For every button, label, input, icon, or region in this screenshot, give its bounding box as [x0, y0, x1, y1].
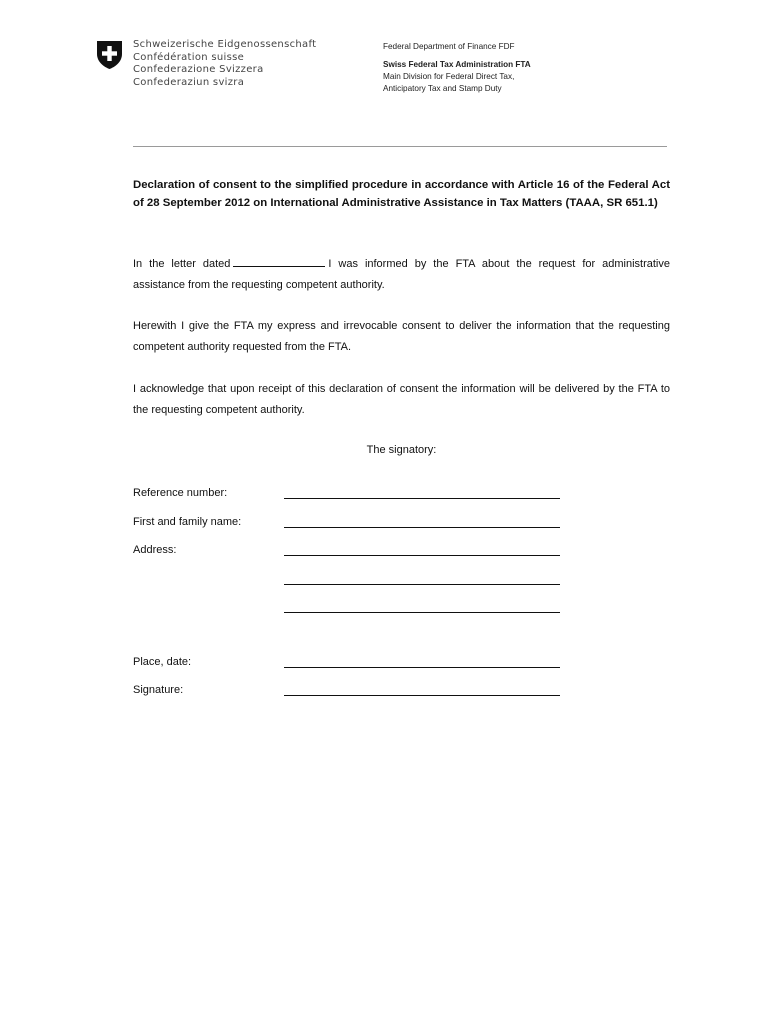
reference-number-label: Reference number: — [133, 487, 228, 499]
paragraph-1-intro: In the letter dated — [133, 258, 231, 270]
letter-date-blank[interactable] — [233, 256, 325, 267]
paragraph-consent: Herewith I give the FTA my express and irrevocable consent to deliver the information that the requesting competent authority requested from the FTA. — [133, 320, 670, 353]
address-label: Address: — [133, 544, 177, 556]
department-name: Federal Department of Finance FDF — [383, 42, 515, 51]
administration-name: Swiss Federal Tax Administration FTA — [383, 60, 531, 69]
reference-number-field[interactable] — [284, 498, 560, 499]
header-divider — [133, 146, 667, 147]
country-name-italian: Confederazione Svizzera — [133, 64, 264, 75]
address-field-line-2[interactable] — [284, 584, 560, 585]
paragraph-letter-dated — [133, 254, 670, 296]
signature-field[interactable] — [284, 695, 560, 696]
document-title: Declaration of consent to the simplified procedure in accordance with Article 16 of the Federal Act of 28 September 2012 on International Administrative Assistance in Tax Matters (TAAA, SR 651.1) — [133, 179, 670, 209]
paragraph-acknowledge: I acknowledge that upon receipt of this declaration of consent the information will be delivered by the FTA to the requesting competent authority. — [133, 383, 670, 416]
division-line-2: Anticipatory Tax and Stamp Duty — [383, 84, 502, 93]
division-line-1: Main Division for Federal Direct Tax, — [383, 72, 515, 81]
place-date-label: Place, date: — [133, 656, 192, 668]
paragraph-1-rest: I was informed by the FTA about the request for administrative assistance from the requesting competent authority. — [133, 258, 670, 291]
family-name-field[interactable] — [284, 527, 560, 528]
swiss-coat-of-arms-logo — [96, 40, 123, 70]
address-field-line-3[interactable] — [284, 612, 560, 613]
country-name-german: Schweizerische Eidgenossenschaft — [133, 39, 317, 50]
address-field-line-1[interactable] — [284, 555, 560, 556]
federal-names-block — [133, 39, 316, 89]
signature-label: Signature: — [133, 684, 184, 696]
place-date-field[interactable] — [284, 667, 560, 668]
department-block — [383, 41, 531, 95]
country-name-romansh: Confederaziun svizra — [133, 76, 245, 88]
signatory-heading: The signatory: — [366, 444, 437, 456]
family-name-label: First and family name: — [133, 516, 242, 528]
swiss-shield-icon — [96, 40, 123, 70]
country-name-french: Confédération suisse — [133, 51, 245, 63]
